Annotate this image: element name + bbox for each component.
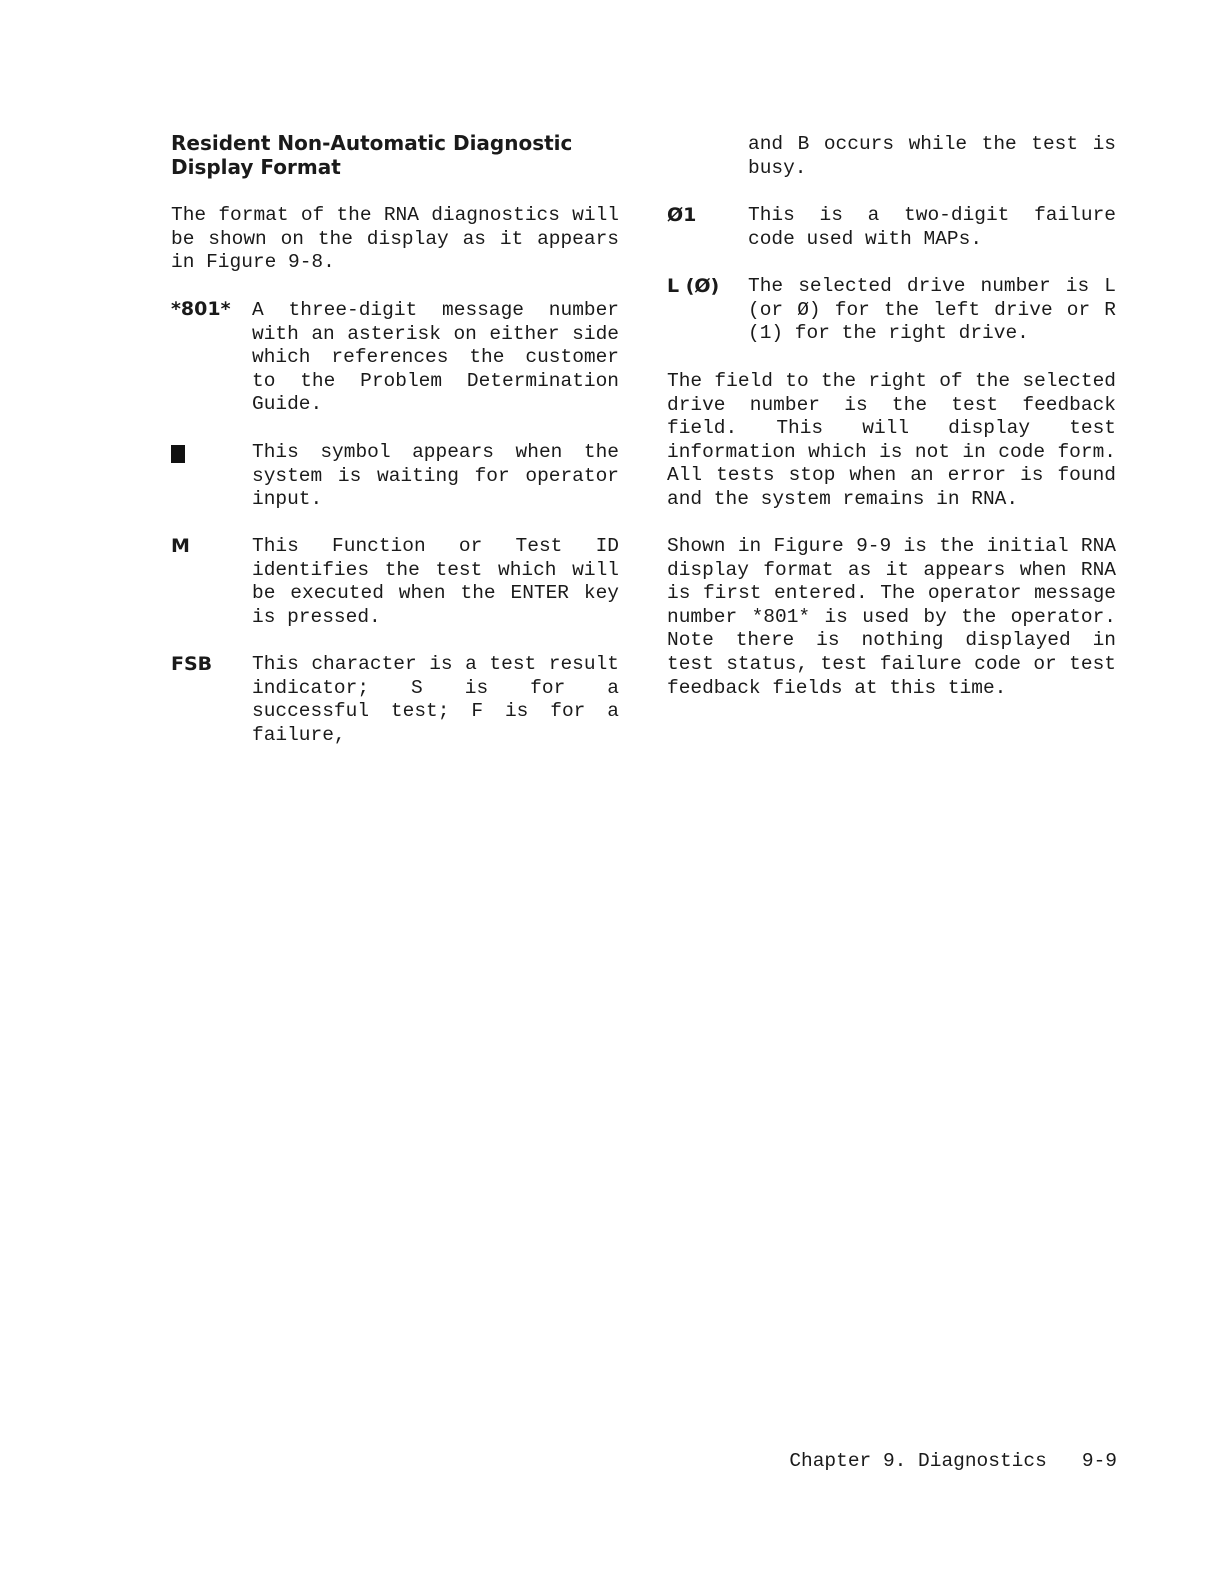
figure-paragraph: Shown in Figure 9-9 is the initial RNA display format as it appears when RNA is first entered. The operator message number *801* is used by the operator. Note there is nothing displayed in test status, test failure code or test feedback fields at this time. xyxy=(667,535,1116,699)
section-heading: Resident Non-Automatic Diagnostic Display Format xyxy=(171,131,573,179)
continuation-text: and B occurs while the test is busy. xyxy=(748,133,1116,179)
term-failure-code: Ø1 xyxy=(667,204,697,226)
desc-wait-symbol: This symbol appears when the system is waiting for operator input. xyxy=(252,441,619,511)
desc-function-id: This Function or Test ID identifies the test which will be executed when the ENTER key is pressed. xyxy=(252,535,619,628)
term-result-indicator: FSB xyxy=(171,653,213,675)
desc-result-indicator: This character is a test result indicator; S is for a successful test; F is for a failure, xyxy=(252,653,619,746)
term-function-id: M xyxy=(171,535,190,557)
desc-message-number: A three-digit message number with an asterisk on either side which references the customer to the Problem Determination Guide. xyxy=(252,299,619,416)
page-number: 9-9 xyxy=(1081,1450,1117,1472)
desc-failure-code: This is a two-digit failure code used with MAPs. xyxy=(748,204,1116,250)
intro-paragraph: The format of the RNA diagnostics will be shown on the display as it appears in Figure 9-8. xyxy=(171,204,619,274)
term-message-number: *801* xyxy=(171,298,231,320)
feedback-paragraph: The field to the right of the selected drive number is the test feedback field. This will display test information which is not in code form. All tests stop when an error is found and the system remains in RNA. xyxy=(667,370,1116,510)
term-drive-number: L (Ø) xyxy=(667,275,720,297)
page-footer xyxy=(789,1450,1117,1474)
footer-chapter: Chapter 9. Diagnostics xyxy=(789,1450,1047,1472)
solid-square-icon xyxy=(171,445,185,463)
desc-drive-number: The selected drive number is L (or Ø) for the left drive or R (1) for the right drive. xyxy=(748,275,1116,345)
